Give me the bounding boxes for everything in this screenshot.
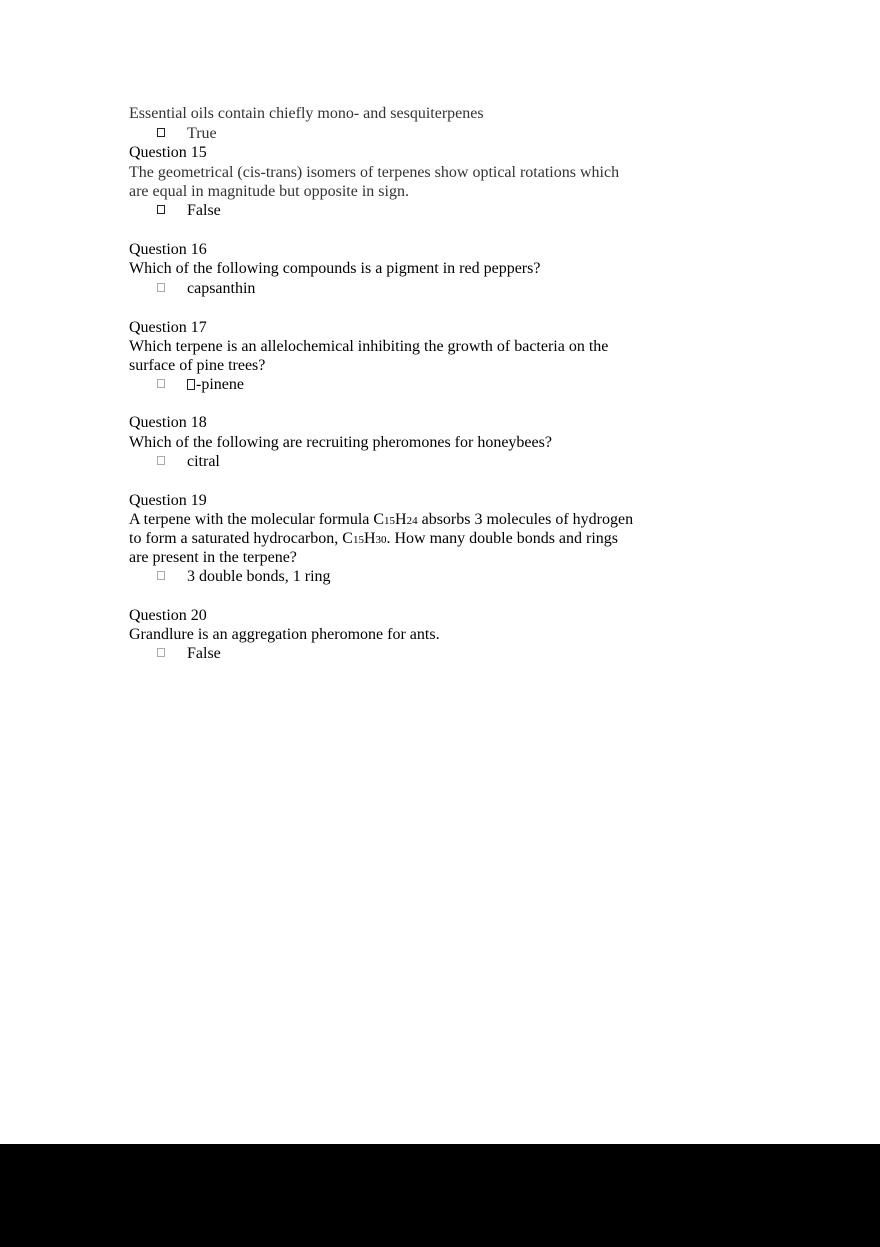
checkbox-icon[interactable]: [157, 456, 165, 465]
answer-label: False: [187, 202, 221, 219]
answer-label: capsanthin: [187, 280, 256, 297]
answer-label: False: [187, 645, 221, 662]
question-15-text-line-1: The geometrical (cis-trans) isomers of terpenes show optical rotations which: [129, 164, 620, 181]
question-15-title: Question 15: [129, 144, 207, 161]
answer-label: 3 double bonds, 1 ring: [187, 568, 331, 585]
question-17-text-line-2: surface of pine trees?: [129, 357, 266, 374]
subscript: 30: [375, 534, 387, 546]
missing-glyph-icon: [187, 379, 195, 390]
question-19-text-line-1: [129, 510, 633, 529]
text-span: H: [363, 530, 376, 547]
answer-label: True: [187, 125, 217, 142]
question-19-text-line-3: are present in the terpene?: [129, 549, 297, 566]
question-18-title: Question 18: [129, 414, 207, 431]
question-20-title: Question 20: [129, 607, 207, 624]
checkbox-icon[interactable]: [157, 205, 165, 214]
question-18-text-line-1: Which of the following are recruiting pheromones for honeybees?: [129, 434, 552, 451]
checkbox-icon[interactable]: [157, 128, 165, 137]
checkbox-icon[interactable]: [157, 571, 165, 580]
question-17-title: Question 17: [129, 319, 207, 336]
checkbox-icon[interactable]: [157, 648, 165, 657]
question-16-title: Question 16: [129, 241, 207, 258]
text-span: A terpene with the molecular formula C: [129, 511, 385, 528]
answer-label: citral: [187, 453, 220, 470]
question-16-text-line-1: Which of the following compounds is a pigment in red peppers?: [129, 260, 541, 277]
question-19-text-line-2: [129, 529, 618, 548]
bottom-black-bar: [0, 1144, 880, 1247]
checkbox-icon[interactable]: [157, 283, 165, 292]
text-span: to form a saturated hydrocarbon, C: [129, 530, 353, 547]
checkbox-icon[interactable]: [157, 379, 165, 388]
answer-label: [187, 375, 244, 394]
text-span: . How many double bonds and rings: [386, 530, 619, 547]
text-span: H: [395, 511, 407, 528]
question-15-text-line-2: are equal in magnitude but opposite in sign.: [129, 183, 409, 200]
question-19-title: Question 19: [129, 492, 207, 509]
intro-statement: Essential oils contain chiefly mono- and sesquiterpenes: [129, 105, 484, 122]
subscript: 24: [406, 515, 418, 527]
question-17-text-line-1: Which terpene is an allelochemical inhibiting the growth of bacteria on the: [129, 338, 609, 355]
text-span: absorbs 3 molecules of hydrogen: [417, 511, 634, 528]
question-20-text-line-1: Grandlure is an aggregation pheromone for ants.: [129, 626, 440, 643]
subscript: 15: [384, 515, 396, 527]
subscript: 15: [352, 534, 364, 546]
answer-text: -pinene: [196, 376, 244, 393]
